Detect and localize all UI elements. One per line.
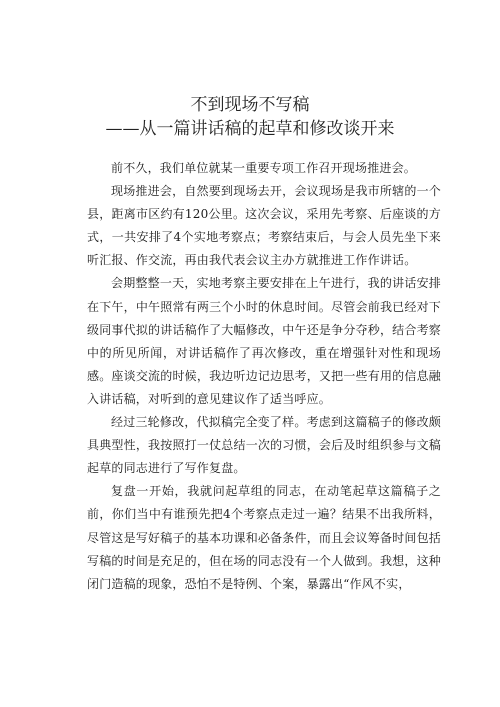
paragraph: 经过三轮修改，代拟稿完全变了样。考虑到这篇稿子的修改颇具典型性，我按照打一仗总结一次的习惯，会后及时组织参与文稿起草的同志进行了写作复盘。: [87, 415, 441, 476]
document-subtitle: ——从一篇讲话稿的起草和修改谈开来: [105, 119, 395, 139]
document-title: 不到现场不写稿: [190, 95, 310, 115]
document-body: [87, 157, 441, 596]
paragraph: 前不久，我们单位就某一重要专项工作召开现场推进会。: [111, 161, 417, 175]
paragraph: 现场推进会，自然要到现场去开，会议现场是我市所辖的一个县，距离市区约有120公里。这次会议，采用先考察、后座谈的方式，一共安排了4个实地考察点；考察结束后，与会人员先坐下来听汇报、作交流，再由我代表会议主办方就推进工作作讲话。: [87, 184, 441, 268]
paragraph: 复盘一开始，我就问起草组的同志，在动笔起草这篇稿子之前，你们当中有谁预先把4个考察点走过一遍？结果不出我所料，尽管这是写好稿子的基本功课和必备条件，而且会议筹备时间包括写稿的时间是充足的，但在场的同志没有一个人做到。我想，这种闭门造稿的现象，恐怕不是特例、个案，暴露出“作风不实，: [87, 484, 441, 591]
paragraph: 会期整整一天，实地考察主要安排在上午进行，我的讲话安排在下午，中午照常有两三个小时的休息时间。尽管会前我已经对下级同事代拟的讲话稿作了大幅修改，中午还是争分夺秒，结合考察中的所见所闻，对讲话稿作了再次修改，重在增强针对性和现场感。座谈交流的时候，我边听边记边思考，又把一些有用的信息融入讲话稿，对听到的意见建议作了适当呼应。: [87, 276, 441, 406]
